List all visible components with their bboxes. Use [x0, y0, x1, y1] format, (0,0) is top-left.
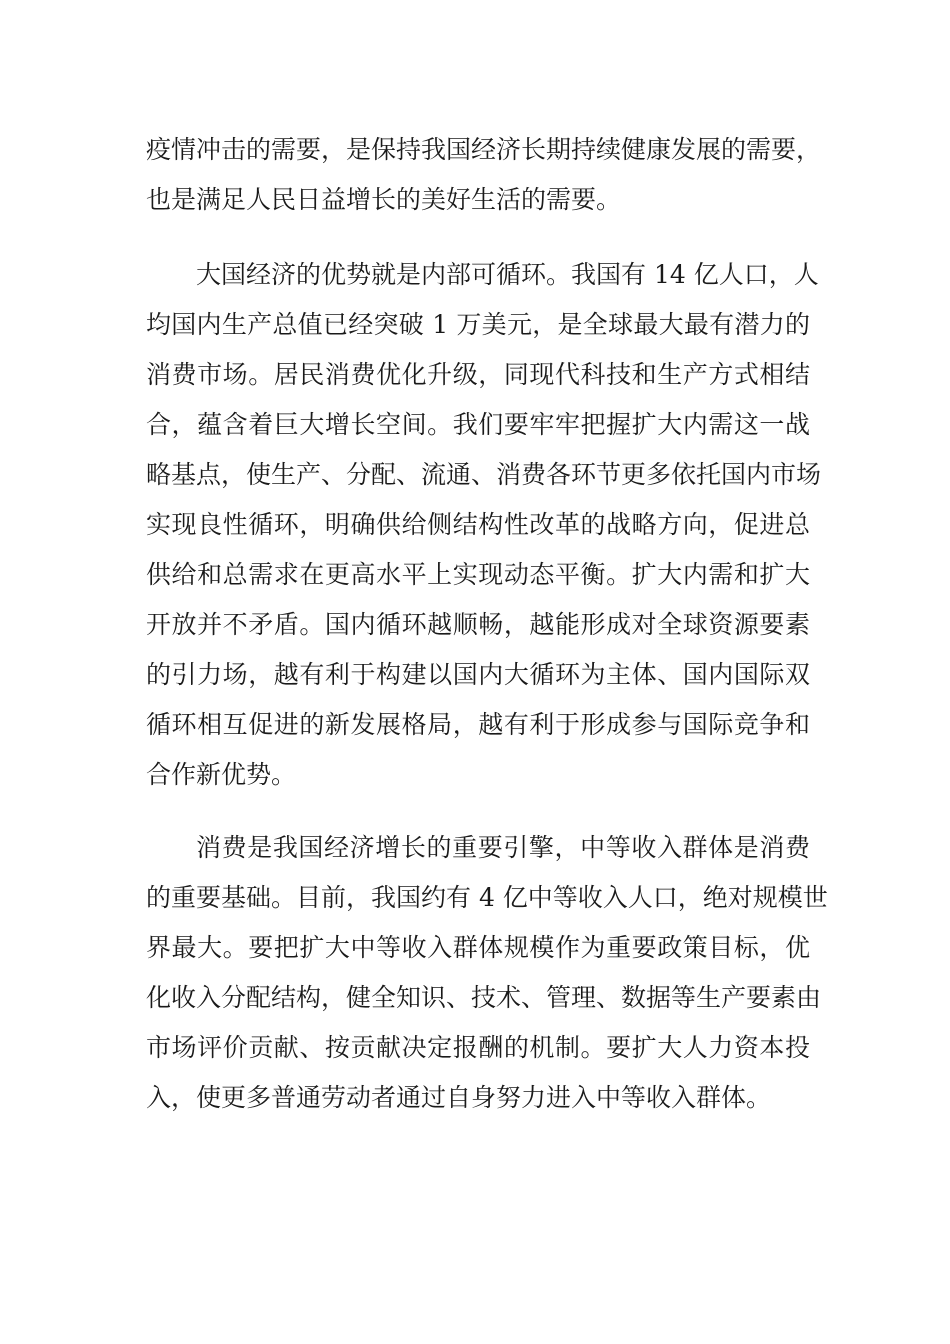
paragraph-1-line-1: 疫情冲击的需要，是保持我国经济长期持续健康发展的需要， — [146, 135, 822, 164]
paragraph-2-line-3: 消费市场。居民消费优化升级，同现代科技和生产方式相结 — [146, 360, 810, 389]
paragraph-2-line-10: 循环相互促进的新发展格局，越有利于形成参与国际竞争和 — [146, 710, 810, 739]
paragraph-2-line-6: 实现良性循环，明确供给侧结构性改革的战略方向，促进总 — [146, 510, 810, 539]
paragraph-3-line-5: 市场评价贡献、按贡献决定报酬的机制。要扩大人力资本投 — [146, 1033, 810, 1062]
paragraph-2-line-4: 合，蕴含着巨大增长空间。我们要牢牢把握扩大内需这一战 — [146, 410, 810, 439]
paragraph-1-line-2: 也是满足人民日益增长的美好生活的需要。 — [146, 185, 622, 214]
paragraph-3-line-1: 消费是我国经济增长的重要引擎，中等收入群体是消费 — [196, 833, 810, 862]
paragraph-2-line-11: 合作新优势。 — [146, 760, 297, 789]
paragraph-3-line-3: 界最大。要把扩大中等收入群体规模作为重要政策目标，优 — [146, 933, 810, 962]
paragraph-3-line-6: 入，使更多普通劳动者通过自身努力进入中等收入群体。 — [146, 1083, 772, 1112]
paragraph-3-line-2: 的重要基础。目前，我国约有 4 亿中等收入人口，绝对规模世 — [146, 883, 828, 912]
paragraph-2-line-8: 开放并不矛盾。国内循环越顺畅，越能形成对全球资源要素 — [146, 610, 810, 639]
paragraph-2-line-2: 均国内生产总值已经突破 1 万美元，是全球最大最有潜力的 — [146, 310, 810, 339]
paragraph-2-line-7: 供给和总需求在更高水平上实现动态平衡。扩大内需和扩大 — [146, 560, 810, 589]
paragraph-3-line-4: 化收入分配结构，健全知识、技术、管理、数据等生产要素由 — [146, 983, 822, 1012]
paragraph-2-line-9: 的引力场，越有利于构建以国内大循环为主体、国内国际双 — [146, 660, 810, 689]
paragraph-2-line-1: 大国经济的优势就是内部可循环。我国有 14 亿人口，人 — [196, 260, 819, 289]
paragraph-2-line-5: 略基点，使生产、分配、流通、消费各环节更多依托国内市场 — [146, 460, 822, 489]
